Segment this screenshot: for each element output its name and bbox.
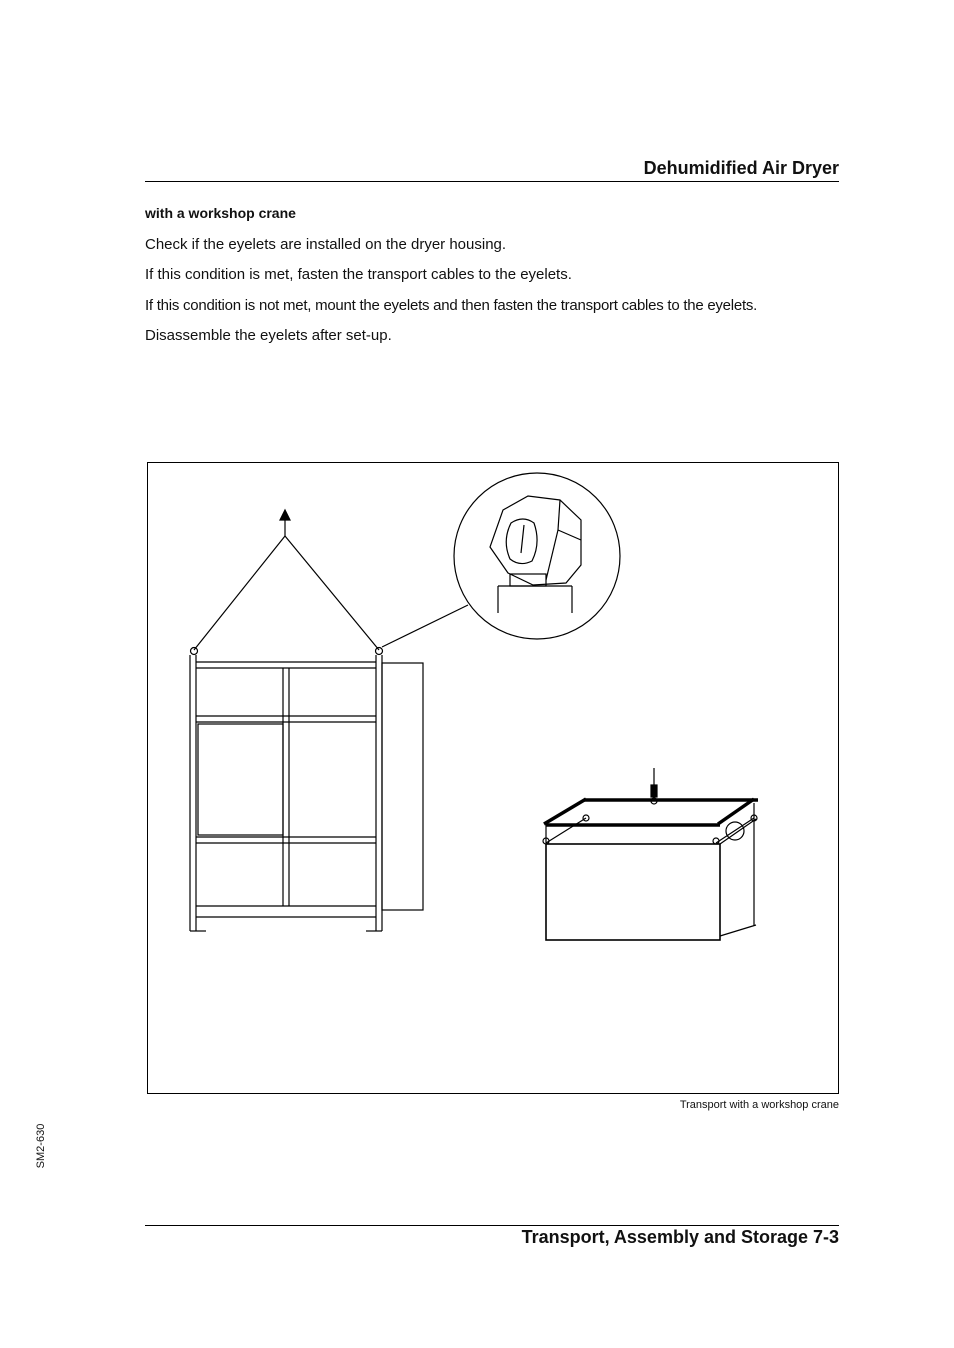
detail-leader-line — [382, 605, 468, 647]
section-heading: with a workshop crane — [145, 205, 296, 221]
header-rule — [145, 181, 839, 182]
crane-cables — [194, 536, 379, 650]
dryer-lifting-frame-view — [543, 768, 758, 940]
paragraph-check-eyelets: Check if the eyelets are installed on the dryer housing. — [145, 236, 507, 253]
dryer-front-view — [190, 655, 423, 931]
eyelet-right-icon — [376, 648, 383, 655]
eyelet-detail-view — [454, 473, 620, 639]
eyelet-left-icon — [191, 648, 198, 655]
paragraph-condition-met: If this condition is met, fasten the transport cables to the eyelets. — [145, 266, 572, 283]
document-id-label: SM2-630 — [35, 1123, 47, 1169]
page-header-title: Dehumidified Air Dryer — [643, 158, 839, 178]
lift-arrow-icon — [280, 510, 290, 536]
footer-rule — [145, 1225, 839, 1226]
crane-transport-illustration — [148, 463, 840, 1095]
paragraph-condition-not-met: If this condition is not met, mount the eyelets and then fasten the transport cables to the eyelets. — [145, 297, 758, 314]
figure-frame — [147, 462, 839, 1094]
paragraph-disassemble: Disassemble the eyelets after set-up. — [145, 327, 392, 344]
page-footer-title: Transport, Assembly and Storage 7-3 — [521, 1227, 839, 1247]
figure-caption: Transport with a workshop crane — [679, 1099, 839, 1111]
